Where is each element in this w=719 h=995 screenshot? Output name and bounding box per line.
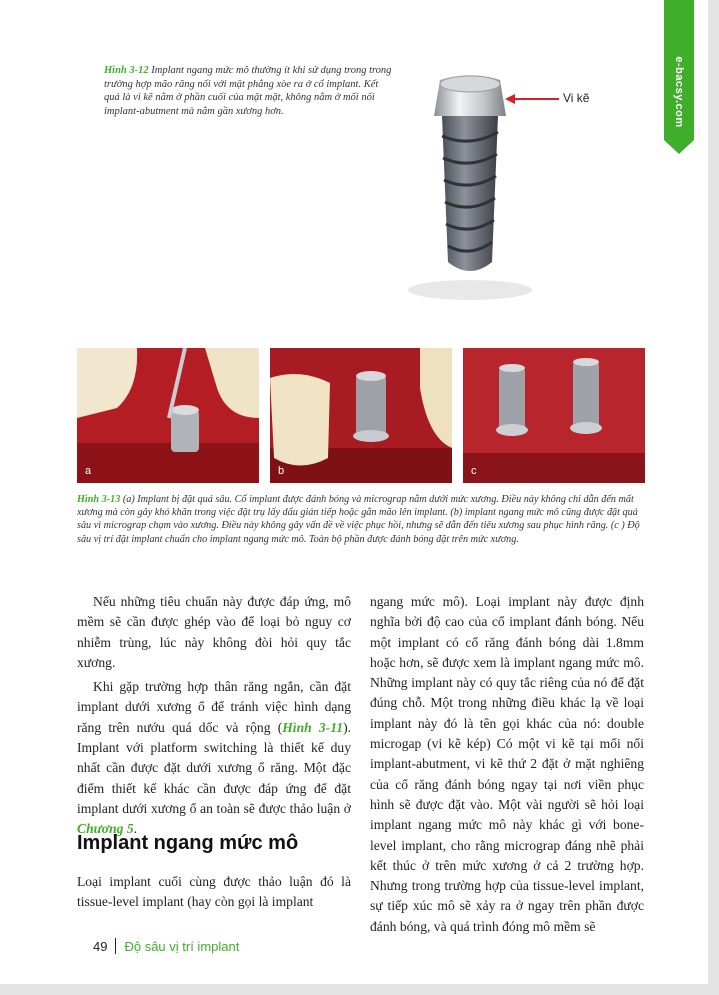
panel-tag-b: b — [278, 465, 285, 477]
figure-3-13-caption: Hình 3-13 (a) Implant bị đặt quá sâu. Cổ implant được đánh bóng và micrograp nằm dưới mức xương. Điều này không chỉ dẫn đến mất xương mà còn gây khó khăn trong việc đặt trụ lấy dấu gián tiếp hoặc gắn mão lên implant. (b) implant ngang mức mô cũng được đặt quá sâu vì micrograp chạm vào xương. Điều này không gây vấn đề về việc phục hồi, nhưng sẽ dẫn đến tiêu xương sau phục hình răng. (c ) Độ sâu vị trí đặt implant chuẩn cho implant ngang mức mô. Toàn bộ phần được đánh bóng đặt trên mức xương. — [77, 494, 640, 545]
figure-3-12-caption: Hình 3-12 Implant ngang mức mô thường ít khi sử dụng trong trong trường hợp mão răng nối với mặt phẳng xòe ra ở cổ implant. Kết quả là vi kẽ nằm ở phần cuối của mặt mặt, không nằm ở mối nối implant-abutment mà nằm gần xương hơn. — [104, 65, 392, 117]
figure-3-13-photo-c — [463, 348, 645, 483]
side-tab-label: e-bacsy.com — [673, 56, 685, 128]
figure-3-13-photo-b — [270, 348, 452, 483]
paragraph-3: Loại implant cuối cùng được thảo luận đó là tissue-level implant (hay còn gọi là implant — [77, 874, 351, 910]
left-column — [77, 592, 351, 840]
page-number: 49 — [93, 939, 108, 954]
chapter-reference[interactable]: Chương 5 — [77, 821, 134, 837]
footer-divider — [115, 938, 116, 954]
paragraph-1: Nếu những tiêu chuẩn này được đáp ứng, mô mềm sẽ cần được ghép vào để loại bỏ nguy cơ nhiễm trùng, lúc này không đòi hỏi quy tắc xương. — [77, 594, 351, 670]
page-footer — [93, 938, 239, 954]
right-paragraph: ngang mức mô). Loại implant này được định nghĩa bởi độ cao của cổ implant đánh bóng. Nếu một implant có cổ răng đánh bóng dài 1.8mm hoặc hơn, sẽ được xem là implant ngang mức mô. Những implant này có quy tắc riêng của nó để đặt đúng chỗ. Một trong những điều khác lạ về loại implant này đó là tên gọi khác của nó: double microgap (vi kẽ kép) Có một vi kẽ tại mối nối implant-abutment, vi kẽ thứ 2 đặt ở mặt nghiêng của cổ răng đánh bóng ngay tại nơi viền phục hình sẽ được đặt vào. Một vài người sẽ hỏi loại implant ngang mức mô này khác gì với bone-level implant, cho rằng micrograp đáng nhẽ phải kết thúc ở trên mức xương ở cả 2 trường hợp. Nhưng trong trường hợp của tissue-level implant, sự tiếp xúc mô sẽ xảy ra ở ngay trên phần được đánh bóng, và quá trình đóng mô mềm sẽ — [370, 594, 644, 934]
panel-tag-a: a — [85, 465, 92, 477]
figure-reference[interactable]: Hình 3-11 — [282, 719, 344, 735]
running-title: Độ sâu vị trí implant — [124, 939, 240, 954]
section-heading: Implant ngang mức mô — [77, 832, 299, 854]
paragraph-2: Khi gặp trường hợp thân răng ngắn, cần đặt implant dưới xương ổ để tránh việc hình dạng răng trên nướu quá dốc và rộng (Hình 3-11). Implant với platform switching là thiết kế duy nhất cần được đặt dưới xương ổ răng. Một đặc điểm thiết kế khác cần được đáp ứng để đặt implant dưới xương ổ an toàn sẽ được thảo luận ở Chương 5. — [77, 679, 351, 837]
figure-3-13-photo-a — [77, 348, 259, 483]
panel-tag-c: c — [471, 465, 477, 477]
microgap-annotation-label: Vi kẽ — [563, 91, 590, 105]
annotation-arrow — [505, 92, 561, 106]
right-column — [370, 592, 644, 937]
